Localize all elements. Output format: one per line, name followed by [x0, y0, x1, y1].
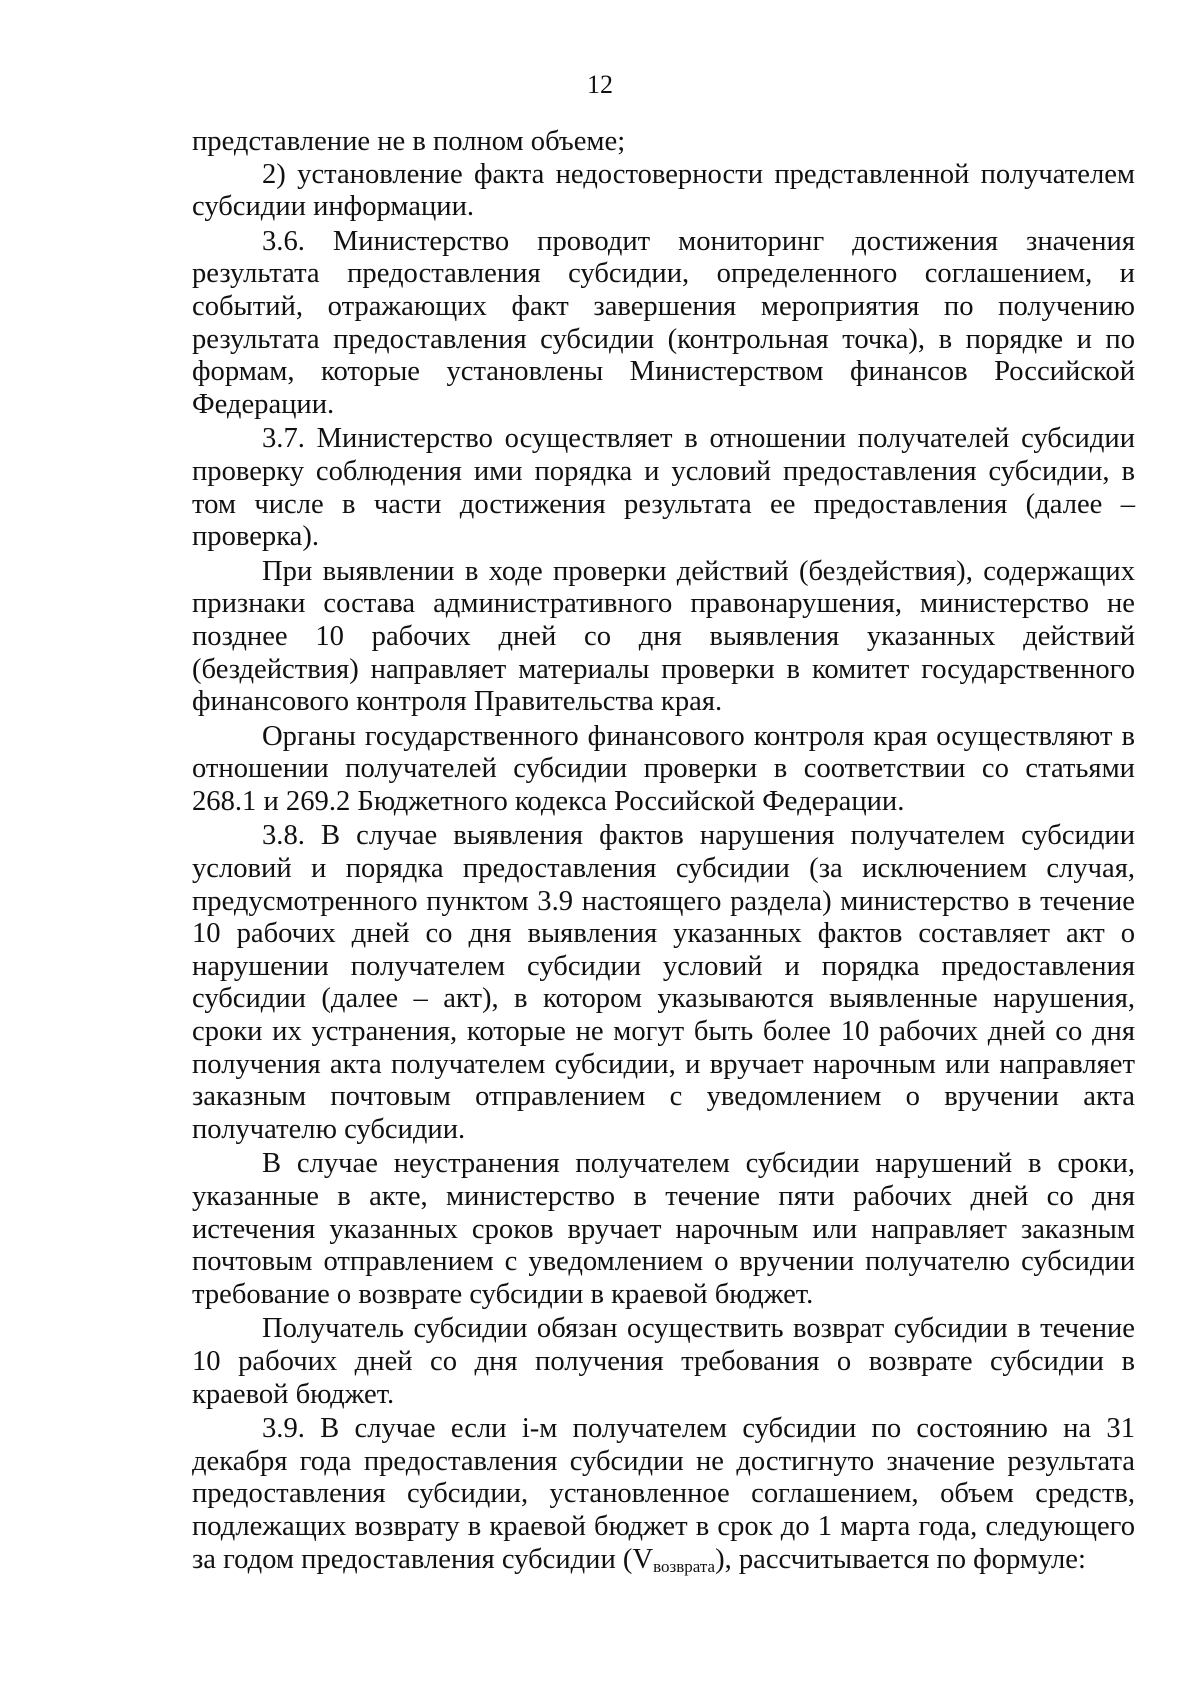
paragraph: При выявлении в ходе проверки действий (бездействия), содержащих признаки состава административного правонарушения, министерство не позднее 10 рабочих дней со дня выявления указанных действий (бездействия) направляет материалы проверки в комитет государственного финансового контроля Правительства края.: [192, 555, 1135, 718]
paragraph: В случае неустранения получателем субсидии нарушений в сроки, указанные в акте, министерство в течение пяти рабочих дней со дня истечения указанных сроков вручает нарочным или направляет заказным почтовым отправлением с уведомлением о вручении получателю субсидии требование о возврате субсидии в краевой бюджет.: [192, 1148, 1135, 1310]
page-number: 12: [587, 70, 613, 99]
paragraph-3-9: [192, 1413, 1135, 1576]
paragraph: Получатель субсидии обязан осуществить возврат субсидии в течение 10 рабочих дней со дня получения требования о возврате субсидии в краевой бюджет.: [192, 1313, 1135, 1410]
paragraph: 3.7. Министерство осуществляет в отношении получателей субсидии проверку соблюдения ими порядка и условий предоставления субсидии, в том числе в части достижения результата ее предоставления (далее – проверка).: [192, 423, 1135, 553]
paragraph-text: ), рассчитывается по формуле:: [715, 1543, 1086, 1575]
document-body: [192, 126, 1135, 1576]
paragraph: 3.8. В случае выявления фактов нарушения получателем субсидии условий и порядка предоставления субсидии (за исключением случая, предусмотренного пунктом 3.9 настоящего раздела) министерство в течение 10 рабочих дней со дня выявления указанных фактов составляет акт о нарушении получателем субсидии условий и порядка предоставления субсидии (далее – акт), в котором указываются выявленные нарушения, сроки их устранения, которые не могут быть более 10 рабочих дней со дня получения акта получателем субсидии, и вручает нарочным или направляет заказным почтовым отправлением с уведомлением о вручении акта получателю субсидии.: [192, 820, 1135, 1145]
paragraph: 3.6. Министерство проводит мониторинг достижения значения результата предоставления субсидии, определенного соглашением, и событий, отражающих факт завершения мероприятия по получению результата предоставления субсидии (контрольная точка), в порядке и по формам, которые установлены Министерством финансов Российской Федерации.: [192, 225, 1135, 420]
paragraph: 2) установление факта недостоверности представленной получателем субсидии информации.: [192, 158, 1135, 223]
subscript-text: возврата: [653, 1556, 716, 1576]
paragraph: представление не в полном объеме;: [192, 126, 626, 157]
paragraph-text: 3.9. В случае если i-м получателем субсидии по состоянию на 31 декабря года предоставления субсидии не достигнуто значение результата предоставления субсидии, установленное соглашением, объем средств, подлежащих возврату в краевой бюджет в срок до 1 марта года, следующего за годом предоставления субсидии (V: [192, 1413, 1135, 1575]
paragraph: Органы государственного финансового контроля края осуществляют в отношении получателей субсидии проверки в соответствии со статьями 268.1 и 269.2 Бюджетного кодекса Российской Федерации.: [192, 720, 1135, 817]
